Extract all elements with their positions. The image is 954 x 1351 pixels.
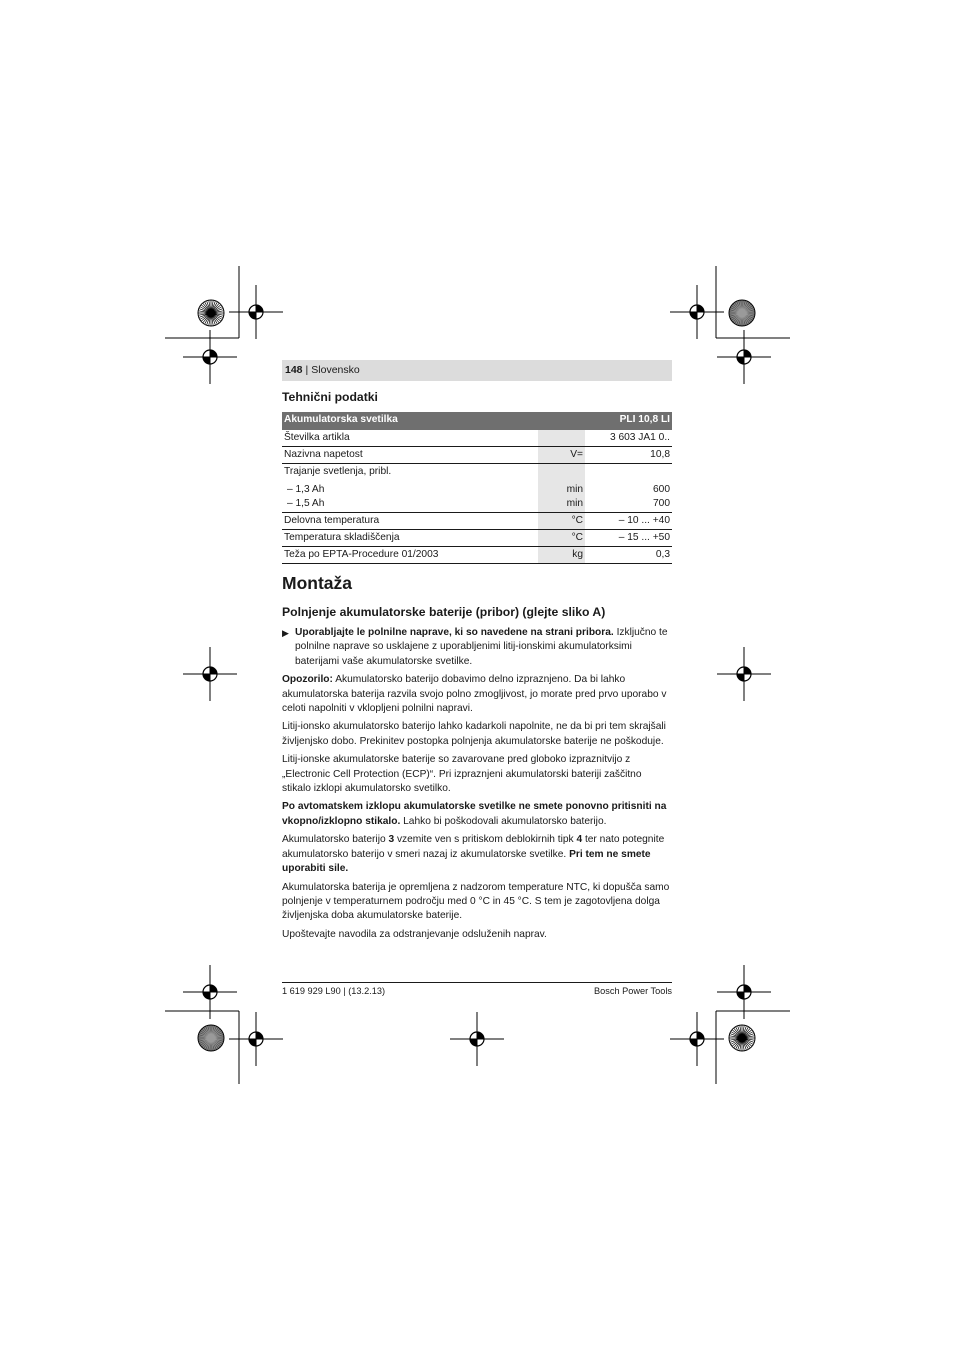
paragraph: Litij-ionske akumulatorske baterije so zavarovane pred globoko izpraznitvijo z „Electronic Cell Protection (ECP)“. Pri izpraznjeni akumulatorski bateriji zaščitno stikalo izklopi akumulatorsko svetilko. <box>282 754 642 795</box>
caution-text: Lahko bi poškodovali akumulatorsko baterijo. <box>400 815 607 827</box>
spec-value: 10,8 <box>650 449 670 460</box>
page-number: 148 <box>285 364 303 377</box>
runtime-sub-unit: min <box>566 484 583 495</box>
section-title: Montaža <box>282 573 352 593</box>
paragraph-warning <box>282 673 672 716</box>
spec-unit <box>538 464 585 513</box>
spec-value <box>585 464 672 513</box>
removal-text: ter nato potegnite akumulatorsko baterijo v smeri nazaj iz akumulatorske svetilke. <box>282 834 665 860</box>
warning-text: Akumulatorsko baterijo dobavimo delno izpraznjeno. Da bi lahko akumulatorska baterija razvila svojo polno zmogljivost, jo morate pred prvo uporabo v celoti napolniti v vklopljeni polnilni napravi. <box>282 674 667 715</box>
spec-label: Teža po EPTA-Procedure 01/2003 <box>284 549 439 560</box>
spec-value: – 10 ... +40 <box>618 515 670 526</box>
spec-value: 3 603 JA1 0.. <box>609 432 670 443</box>
footer-doc-number: 1 619 929 L90 | (13.2.13) <box>282 986 386 996</box>
spec-row <box>282 530 672 547</box>
section-subtitle: Polnjenje akumulatorske baterije (pribor) (glejte sliko A) <box>282 605 606 619</box>
page-header <box>282 360 672 381</box>
runtime-sub-label: – 1,3 Ah <box>287 484 325 495</box>
runtime-label: Trajanje svetlenja, pribl. <box>284 466 392 477</box>
spec-head-model: PLI 10,8 LI <box>585 412 672 430</box>
spec-row <box>282 547 672 564</box>
spec-value: – 15 ... +50 <box>618 532 670 543</box>
paragraph: Litij-ionsko akumulatorsko baterijo lahko kadarkoli napolnite, ne da bi pri tem skrajšali življenjsko dobo. Prekinitev postopka polnjenja akumulatorske baterije ne poškoduje. <box>282 721 666 747</box>
spec-row-runtime <box>282 464 672 513</box>
removal-text: Akumulatorsko baterijo <box>282 834 389 846</box>
bullet-body: Izključno te polnilne naprave so usklajene z uporabljenimi litij-ionskimi akumulatorksimi baterijami vaše akumulatorske svetilke. <box>295 627 668 667</box>
bullet-item <box>282 626 672 669</box>
spec-label: Nazivna napetost <box>284 449 363 460</box>
spec-row <box>282 430 672 447</box>
header-language: Slovensko <box>311 364 360 377</box>
spec-unit: V= <box>538 447 585 464</box>
removal-bold: Pri tem ne smete uporabiti sile. <box>282 848 651 875</box>
header-separator: | <box>305 364 309 377</box>
runtime-sub-unit: min <box>566 498 583 509</box>
runtime-sub-label: – 1,5 Ah <box>287 498 325 509</box>
manual-page <box>282 360 672 946</box>
tech-data-title: Tehnični podatki <box>282 390 378 404</box>
removal-ref-number: 3 <box>388 834 395 846</box>
removal-ref-number: 4 <box>576 834 583 846</box>
bullet-text <box>295 626 672 669</box>
bullet-arrow-icon: ▶ <box>282 628 289 638</box>
spec-head-label: Akumulatorska svetilka <box>282 412 585 430</box>
paragraph-removal <box>282 833 672 876</box>
spec-unit <box>538 430 585 447</box>
spec-row <box>282 513 672 530</box>
spec-label: Številka artikla <box>284 432 350 443</box>
spec-unit: °C <box>538 513 585 530</box>
spec-table <box>282 412 672 564</box>
runtime-sub-value: 700 <box>653 498 670 509</box>
paragraph: Akumulatorska baterija je opremljena z nadzorom temperature NTC, ki dopušča samo polnjenje v temperaturnem področju med 0 °C in 45 °C. S tem je zagotovljena dolga življenjska doba akumulatorske baterije. <box>282 881 670 922</box>
spec-table-head <box>282 412 672 430</box>
paragraph: Upoštevajte navodila za odstranjevanje odsluženih naprav. <box>282 928 547 940</box>
caution-bold: Po avtomatskem izklopu akumulatorske svetilke ne smete ponovno pritisniti na vkopno/izklopno stikalo. <box>282 801 667 827</box>
spec-value: 0,3 <box>655 549 670 560</box>
paragraph-caution <box>282 800 672 829</box>
runtime-sub-value: 600 <box>653 484 670 495</box>
footer-brand: Bosch Power Tools <box>594 986 672 996</box>
spec-label: Delovna temperatura <box>284 515 380 526</box>
spec-unit: kg <box>538 547 585 564</box>
spec-unit: °C <box>538 530 585 547</box>
page-footer <box>282 982 672 998</box>
removal-text: vzemite ven s pritiskom deblokirnih tipk <box>394 834 577 846</box>
spec-row <box>282 447 672 464</box>
warning-label: Opozorilo: <box>282 674 333 686</box>
spec-label <box>282 464 538 513</box>
spec-label: Temperatura skladiščenja <box>284 532 400 543</box>
bullet-bold: Uporabljajte le polnilne naprave, ki so navedene na strani pribora. <box>295 627 614 638</box>
